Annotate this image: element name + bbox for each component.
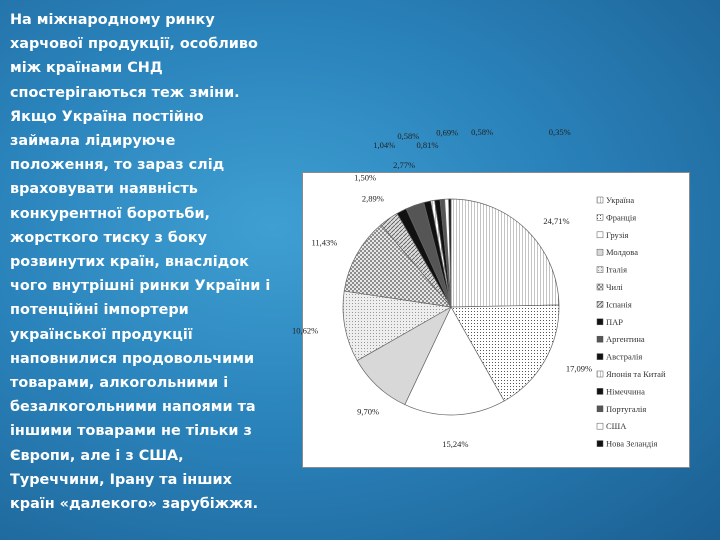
slice-label: 15,24% [442,438,469,449]
legend-swatch [597,319,603,325]
text-line: Туреччини, Ірану та інших [10,471,232,488]
slice-label: 2,77% [393,160,416,170]
legend-swatch [597,354,603,360]
text-line: конкурентної боротьби, [10,205,211,222]
slice-label: 0,58% [397,130,420,141]
slice-label: 1,04% [373,140,396,150]
slice-label: 11,43% [311,237,338,248]
legend-label: Молдова [606,247,638,258]
legend-label: Японія та Китай [606,369,666,379]
legend-swatch [597,249,603,255]
slice-label: 0,35% [548,127,571,137]
text-line: потенційні імпортери [10,302,189,319]
legend-swatch [597,214,603,220]
legend-label: Німеччина [606,386,645,397]
legend-label: Нова Зеландія [606,438,658,449]
legend-label: Іспанія [606,299,632,310]
slice-label: 10,62% [291,325,319,336]
slice-label: 1,50% [354,172,377,183]
legend-label: Україна [606,195,635,205]
legend-swatch [597,301,603,307]
text-line: положення, то зараз слід [10,157,225,174]
text-line: Якщо Україна постійно [10,108,204,125]
slice-label: 9,70% [357,406,380,417]
text-line: враховувати наявність [10,181,198,198]
text-line: наповнилися продовольчими [10,350,255,367]
legend-swatch [597,406,603,412]
legend-swatch [597,267,603,273]
text-line: харчової продукції, особливо [10,36,258,53]
legend-swatch [597,336,603,342]
slice-label: 0,58% [471,127,494,138]
slice-label: 2,89% [361,193,384,204]
text-line: спостерігаються теж зміни. [10,84,240,101]
legend-swatch [597,284,603,290]
legend-label: Грузія [606,229,629,240]
legend-label: ПАР [606,316,624,327]
text-line: між країнами СНД [10,60,163,77]
legend-label: Аргентина [606,334,645,345]
text-line: чого внутрішні ринки України і [10,278,271,295]
legend-swatch [597,388,603,394]
legend-swatch [597,232,603,238]
text-line: На міжнародному ринку [10,12,215,28]
text-line: займала лідируюче [10,133,176,150]
pie-chart-panel [291,127,690,468]
legend-swatch [597,371,603,377]
legend-swatch [597,441,603,447]
slice-label: 17,09% [565,363,593,374]
text-line: Європи, але і з США, [10,447,184,464]
slice-label: 24,71% [543,216,570,226]
legend-swatch [597,197,603,203]
legend-label: Франція [606,212,637,223]
slide-body-text [10,8,292,516]
text-line: країн «далекого» зарубіжжя. [10,496,259,513]
slice-label: 0,69% [436,127,459,138]
text-line: іншими товарами не тільки з [10,423,252,440]
legend-label: Чилі [606,282,623,292]
text-line: української продукції [10,326,193,343]
text-line: жорсткого тиску з боку [10,229,208,246]
legend-label: Італія [606,264,628,275]
text-line: розвинутих країн, внаслідок [10,254,249,271]
legend-label: Австралія [606,351,643,362]
pie-chart [291,127,691,469]
legend-swatch [597,423,603,429]
text-line: безалкогольними напоями та [10,399,256,416]
legend-label: США [606,421,627,432]
legend-label: Португалія [606,403,647,414]
slice-label: 0,81% [416,140,439,150]
text-line: товарами, алкогольними і [10,375,229,392]
